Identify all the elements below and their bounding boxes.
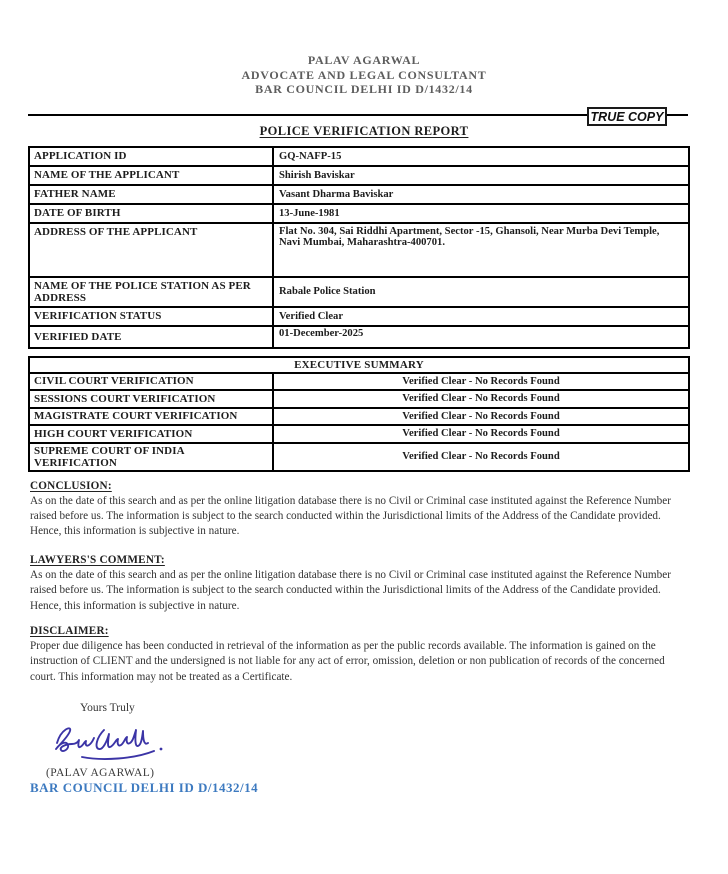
report-title: POLICE VERIFICATION REPORT (259, 123, 469, 138)
table-row (29, 307, 689, 326)
executive-summary-heading: EXECUTIVE SUMMARY (29, 357, 689, 373)
row-label: ADDRESS OF THE APPLICANT (29, 223, 273, 277)
row-label: HIGH COURT VERIFICATION (29, 425, 273, 443)
row-value: Vasant Dharma Baviskar (273, 185, 689, 204)
row-value: Verified Clear - No Records Found (273, 373, 689, 391)
letterhead-name: PALAV AGARWAL (307, 53, 421, 67)
row-label: FATHER NAME (29, 185, 273, 204)
table-row (29, 147, 689, 166)
table-row (29, 443, 689, 471)
table-row (29, 408, 689, 426)
row-label: SESSIONS COURT VERIFICATION (29, 390, 273, 408)
letterhead (0, 53, 728, 97)
table-row (29, 390, 689, 408)
row-value: Flat No. 304, Sai Riddhi Apartment, Sector -15, Ghansoli, Near Murba Devi Temple, Navi Mumbai, Maharashtra-400701. (273, 223, 689, 277)
closing-salutation: Yours Truly (80, 702, 135, 715)
lawyers-comment-body: As on the date of this search and as per the online litigation database there is no Civil or Criminal case instituted against the Reference Number raised before us. The information is subject to the search conducted within the Jurisdictional limits of the Address of the Candidate provided. Hence, this information is subjective in nature. (30, 568, 671, 612)
row-value: Verified Clear - No Records Found (273, 443, 689, 471)
row-value: Shirish Baviskar (273, 166, 689, 185)
section-lawyers-comment (30, 554, 690, 614)
row-value: 13-June-1981 (273, 204, 689, 223)
letterhead-title: ADVOCATE AND LEGAL CONSULTANT (241, 67, 487, 82)
disclaimer-heading: DISCLAIMER: (30, 624, 109, 637)
row-value: Verified Clear - No Records Found (273, 408, 689, 426)
row-label: VERIFICATION STATUS (29, 307, 273, 326)
table-row (29, 326, 689, 348)
lawyers-comment-heading: LAWYERS'S COMMENT: (30, 553, 165, 566)
table-row (29, 425, 689, 443)
disclaimer-body: Proper due diligence has been conducted in retrieval of the information as per the public records available. The information is gained on the instruction of CLIENT and the undersigned is not liable for any act of error, omission, deletion or non publication of records of the concerned court. This information may not be treated as a Certificate. (30, 639, 665, 683)
row-label: MAGISTRATE COURT VERIFICATION (29, 408, 273, 426)
row-value: Verified Clear - No Records Found (273, 390, 689, 408)
table-row (29, 204, 689, 223)
row-label: NAME OF THE POLICE STATION AS PER ADDRESS (29, 277, 273, 307)
true-copy-stamp-label: TRUE COPY (590, 109, 664, 124)
document-page (0, 53, 728, 874)
row-value: Verified Clear - No Records Found (273, 425, 689, 443)
signature-image (44, 718, 169, 766)
true-copy-stamp (587, 107, 667, 126)
row-label: NAME OF THE APPLICANT (29, 166, 273, 185)
row-value: 01-December-2025 (273, 326, 689, 348)
signer-name: (PALAV AGARWAL) (46, 767, 155, 780)
row-value: Rabale Police Station (273, 277, 689, 307)
row-label: SUPREME COURT OF INDIA VERIFICATION (29, 443, 273, 471)
table-row (29, 357, 689, 373)
row-value: GQ-NAFP-15 (273, 147, 689, 166)
row-label: VERIFIED DATE (29, 326, 273, 348)
table-row (29, 223, 689, 277)
row-value: Verified Clear (273, 307, 689, 326)
table-row (29, 166, 689, 185)
conclusion-heading: CONCLUSION: (30, 479, 112, 492)
row-label: APPLICATION ID (29, 147, 273, 166)
bar-council-id: BAR COUNCIL DELHI ID D/1432/14 (30, 780, 259, 796)
executive-summary-table (28, 356, 690, 472)
table-row (29, 277, 689, 307)
table-row (29, 185, 689, 204)
table-row (29, 373, 689, 391)
conclusion-body: As on the date of this search and as per the online litigation database there is no Civil or Criminal case instituted against the Reference Number raised before us. The information is subject to the search conducted within the Jurisdictional limits of the Address of the Candidate provided. Hence, this information is subjective in nature. (30, 494, 671, 538)
applicant-table (28, 146, 690, 349)
section-conclusion (30, 480, 690, 540)
row-label: CIVIL COURT VERIFICATION (29, 373, 273, 391)
section-disclaimer (30, 625, 690, 685)
row-label: DATE OF BIRTH (29, 204, 273, 223)
letterhead-bar-id: BAR COUNCIL DELHI ID D/1432/14 (255, 82, 473, 96)
